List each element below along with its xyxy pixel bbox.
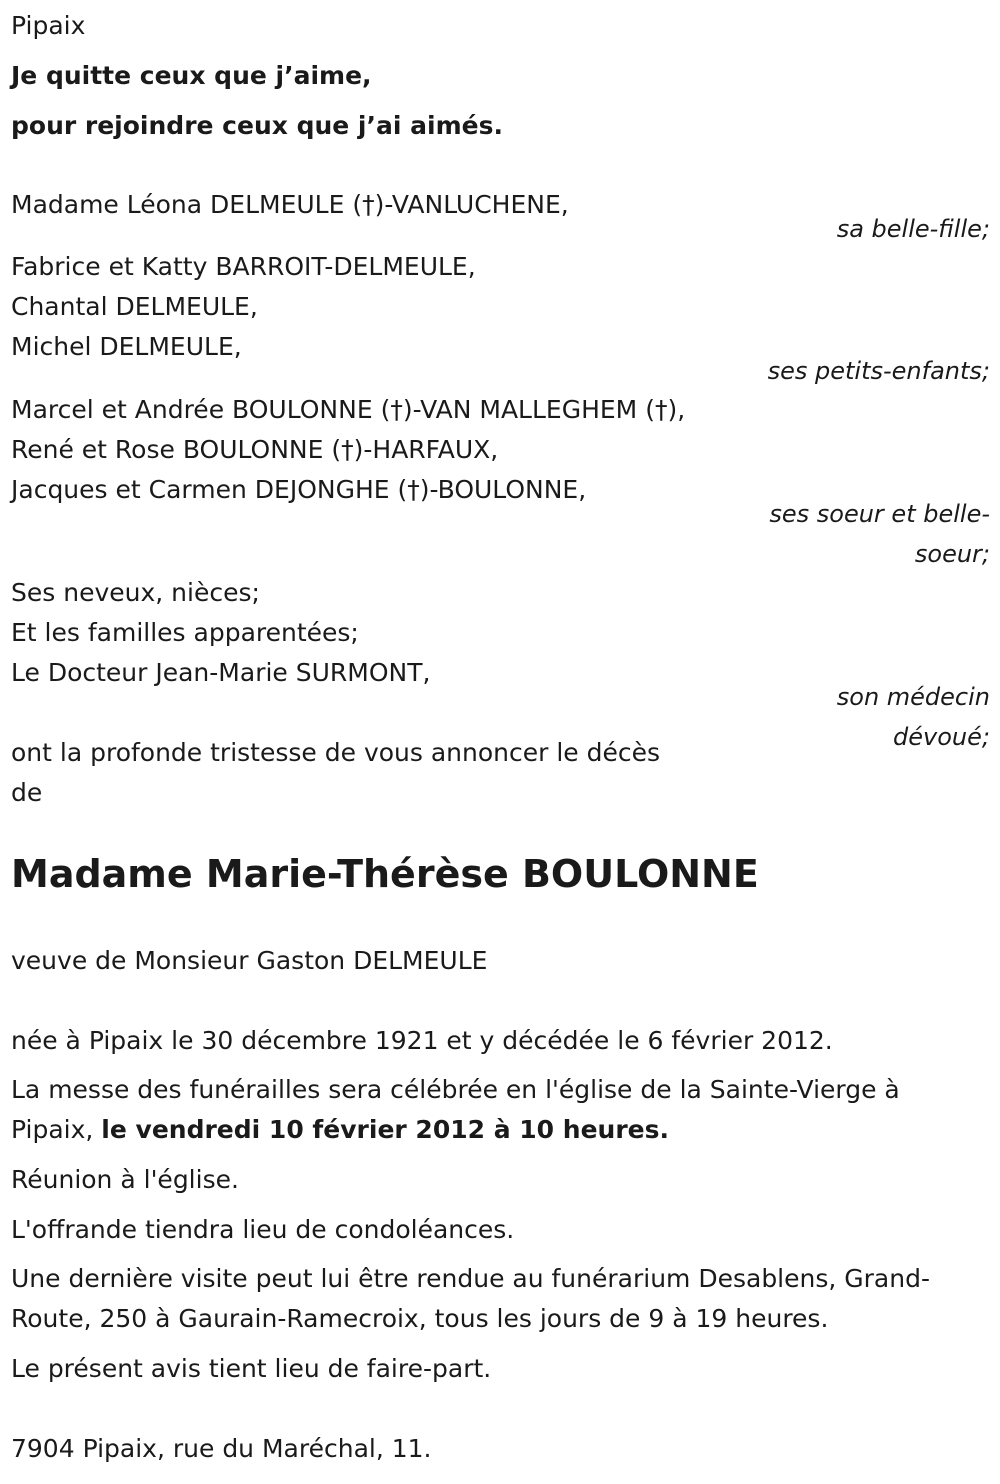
offering: L'offrande tiendra lieu de condoléances. (11, 1215, 515, 1244)
family-name: Madame Léona DELMEULE (†)-VANLUCHENE, (11, 190, 569, 219)
family-relation: son médecin (836, 683, 990, 711)
family-relation: ses soeur et belle- (769, 500, 990, 528)
quote-line-2: pour rejoindre ceux que j’ai aimés. (11, 111, 503, 140)
birth-death: née à Pipaix le 30 décembre 1921 et y décédée le 6 février 2012. (11, 1026, 833, 1055)
family-name: Le Docteur Jean-Marie SURMONT, (11, 658, 431, 687)
funeral-line-2 (11, 1110, 669, 1150)
family-relation: dévoué; (893, 723, 990, 751)
announcement-line: de (11, 778, 43, 807)
family-name: Marcel et Andrée BOULONNE (†)-VAN MALLEGHEM (†), (11, 395, 686, 424)
visit-line-1: Une dernière visite peut lui être rendue au funérarium Desablens, Grand- (11, 1264, 930, 1293)
notice: Le présent avis tient lieu de faire-part. (11, 1354, 492, 1383)
funeral-date: le vendredi 10 février 2012 à 10 heures. (101, 1115, 669, 1144)
funeral-place: Pipaix, (11, 1115, 102, 1144)
family-name: Chantal DELMEULE, (11, 292, 258, 321)
widow-of: veuve de Monsieur Gaston DELMEULE (11, 946, 488, 975)
family-name: Fabrice et Katty BARROIT-DELMEULE, (11, 252, 476, 281)
funeral-line-1: La messe des funérailles sera célébrée en l'église de la Sainte-Vierge à (11, 1075, 900, 1104)
meeting: Réunion à l'église. (11, 1165, 239, 1194)
quote-line-1: Je quitte ceux que j’aime, (11, 61, 372, 90)
announcement-line: ont la profonde tristesse de vous annoncer le décès (11, 738, 661, 767)
family-relation: ses petits-enfants; (767, 357, 990, 385)
family-relation: soeur; (914, 540, 990, 568)
family-name: René et Rose BOULONNE (†)-HARFAUX, (11, 435, 499, 464)
visit-line-2: Route, 250 à Gaurain-Ramecroix, tous les jours de 9 à 19 heures. (11, 1304, 829, 1333)
deceased-name: Madame Marie-Thérèse BOULONNE (11, 852, 759, 896)
family-name: Et les familles apparentées; (11, 618, 359, 647)
city-header: Pipaix (11, 11, 86, 40)
family-relation: sa belle-fille; (836, 215, 990, 243)
family-name: Ses neveux, nièces; (11, 578, 260, 607)
family-name: Jacques et Carmen DEJONGHE (†)-BOULONNE, (11, 475, 587, 504)
family-name: Michel DELMEULE, (11, 332, 242, 361)
address: 7904 Pipaix, rue du Maréchal, 11. (11, 1434, 432, 1463)
